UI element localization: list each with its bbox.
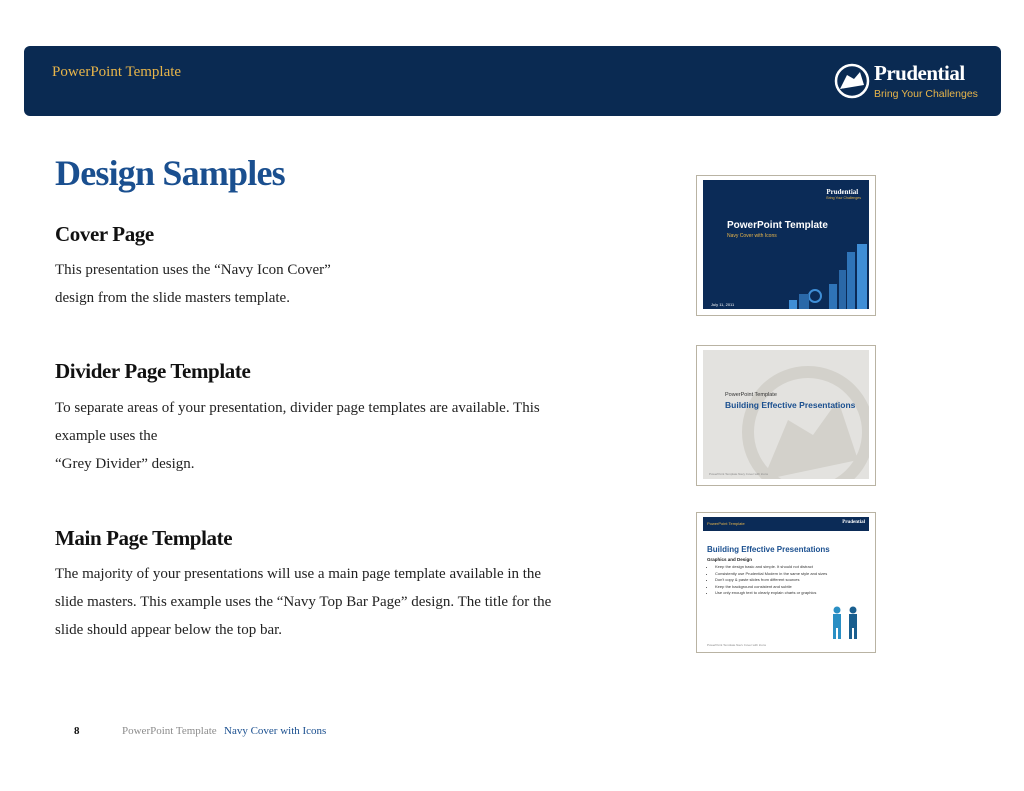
mini-logo: Prudential Bring Your Challenges — [826, 188, 861, 200]
people-icon — [825, 605, 865, 641]
logo-tagline: Bring Your Challenges — [874, 88, 978, 100]
rock-logo-icon — [834, 63, 870, 99]
section-text-divider: To separate areas of your presentation, divider page templates are available. This example uses the “Grey Divider” design. — [55, 400, 540, 472]
top-bar — [24, 46, 1001, 116]
main-slide — [703, 517, 869, 646]
footer-sublabel: Navy Cover with Icons — [224, 725, 327, 737]
prudential-logo — [834, 61, 979, 105]
city-icons — [785, 240, 869, 309]
page-number: 8 — [74, 725, 80, 737]
footer-label: PowerPoint Template — [122, 725, 217, 737]
main-slide-subtitle: Graphics and Design — [707, 557, 753, 562]
main-thumbnail — [696, 512, 876, 653]
page-title: Design Samples — [55, 153, 285, 193]
rock-watermark-icon — [733, 360, 869, 479]
section-text-cover: This presentation uses the “Navy Icon Cover” design from the slide masters template. — [55, 262, 331, 306]
cover-slide-title: PowerPoint Template — [727, 220, 828, 231]
divider-slide-label: PowerPoint Template — [725, 392, 777, 398]
divider-thumbnail — [696, 345, 876, 486]
main-slide-footer: PowerPoint Template Navy Cover with Icons — [707, 643, 766, 646]
logo-name: Prudential — [874, 61, 965, 85]
header-title: PowerPoint Template — [52, 64, 182, 80]
section-text-main: The majority of your presentations will use a main page template available in the slide masters. This example uses the “Navy Top Bar Page” design. The title for the slide should appear below the top bar. — [55, 566, 552, 638]
section-title-main: Main Page Template — [55, 526, 233, 550]
divider-slide — [703, 350, 869, 479]
divider-slide-title: Building Effective Presentations — [725, 400, 856, 410]
section-title-divider: Divider Page Template — [55, 359, 251, 383]
divider-slide-footer: PowerPoint Template Navy Cover with Icons — [709, 472, 768, 476]
cover-slide — [703, 180, 869, 309]
main-slide-title: Building Effective Presentations — [707, 545, 830, 554]
main-slide-bullets: • Keep the design basic and simple. It should not distract • Consistently use Prudential Modern in the same style and sizes • Don't copy & paste slides from different sources • Keep the background consistent and subtle • Use only enough text to clearly explain charts or graphics — [707, 564, 827, 597]
cover-slide-date: July 11, 2011 — [711, 302, 735, 307]
cover-slide-subtitle: Navy Cover with Icons — [727, 233, 777, 239]
section-title-cover: Cover Page — [55, 222, 154, 246]
main-slide-bar: PowerPoint Template Prudential — [703, 517, 869, 531]
cover-thumbnail — [696, 175, 876, 316]
